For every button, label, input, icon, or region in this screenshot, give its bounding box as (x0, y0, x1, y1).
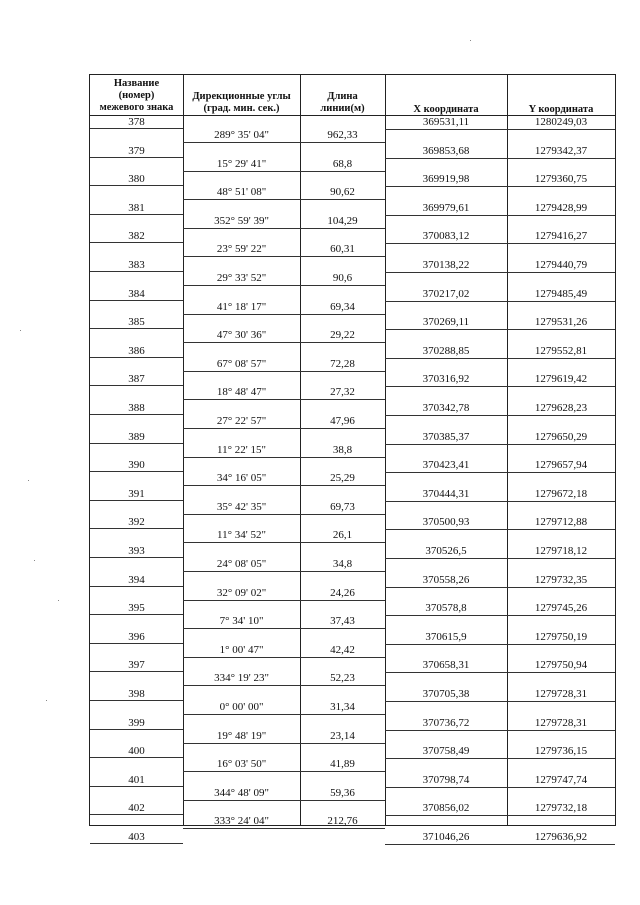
row-rule (90, 471, 183, 472)
segment-angle: 29° 33' 52" (216, 272, 267, 284)
segment-angle: 16° 03' 50" (216, 758, 267, 771)
point-y: 1279531,26 (534, 316, 588, 329)
header-angle-line: (град. мин. сек.) (203, 103, 280, 114)
row-rule (385, 272, 615, 273)
scan-speck (46, 700, 47, 701)
segment-length: 47,96 (330, 415, 355, 427)
segment-angle: 333° 24' 04" (214, 815, 269, 828)
row-rule (183, 828, 385, 829)
segment-angle: 0° 00' 00" (219, 701, 264, 713)
row-rule (183, 199, 385, 200)
row-rule (90, 843, 183, 844)
row-rule (385, 186, 615, 187)
point-x: 370342,78 (422, 402, 470, 414)
segment-angle: 34° 16' 05" (216, 472, 267, 485)
coordinates-table (89, 74, 616, 843)
segment-angle: 1° 00' 47" (219, 643, 264, 656)
point-name: 397 (128, 659, 145, 672)
point-y: 1279745,26 (534, 602, 588, 615)
row-rule (385, 158, 615, 159)
segment-length: 212,76 (327, 815, 358, 828)
segment-length: 31,34 (330, 701, 355, 713)
point-name: 380 (128, 173, 145, 186)
header-x: X координата (413, 104, 479, 115)
row-rule (183, 657, 385, 658)
segment-angle: 18° 48' 47" (216, 386, 267, 399)
point-x: 370558,26 (422, 573, 470, 586)
point-y: 1279619,42 (534, 373, 588, 386)
row-rule (183, 457, 385, 458)
row-rule (90, 500, 183, 501)
point-x: 370578,8 (425, 602, 467, 615)
row-rule (385, 301, 615, 302)
point-x: 370444,31 (422, 487, 470, 500)
row-rule (183, 256, 385, 257)
row-rule (385, 758, 615, 759)
row-rule (385, 815, 615, 816)
scan-speck (58, 600, 59, 601)
column-divider (385, 75, 386, 825)
point-x: 370500,93 (422, 516, 470, 529)
row-rule (90, 128, 183, 129)
point-y: 1279657,94 (534, 459, 588, 472)
row-rule (183, 800, 385, 801)
segment-angle: 32° 09' 02" (216, 586, 267, 599)
point-name: 401 (128, 773, 145, 786)
segment-length: 69,73 (330, 500, 355, 513)
row-rule (183, 342, 385, 343)
point-name: 378 (128, 116, 145, 128)
row-rule (90, 528, 183, 529)
row-rule (183, 685, 385, 686)
scan-speck (20, 330, 21, 331)
row-rule (90, 643, 183, 644)
row-rule (183, 485, 385, 486)
segment-length: 72,28 (330, 357, 355, 370)
point-name: 384 (128, 287, 145, 300)
header-length (300, 91, 385, 115)
row-rule (183, 285, 385, 286)
segment-length: 27,32 (330, 386, 355, 399)
header-length-line: линии(м) (320, 103, 365, 114)
point-y: 1279636,92 (534, 831, 588, 843)
row-rule (90, 786, 183, 787)
segment-length: 68,8 (332, 157, 353, 170)
point-y: 1279628,23 (534, 402, 588, 414)
segment-length: 41,89 (330, 758, 355, 771)
row-rule (385, 615, 615, 616)
row-rule (385, 215, 615, 216)
row-rule (90, 157, 183, 158)
segment-length: 38,8 (332, 443, 353, 456)
row-rule (385, 243, 615, 244)
row-rule (385, 672, 615, 673)
row-rule (385, 701, 615, 702)
segment-angle: 41° 18' 17" (216, 300, 267, 313)
point-x: 370269,11 (422, 316, 470, 329)
point-x: 369979,61 (422, 201, 470, 214)
row-rule (183, 771, 385, 772)
row-rule (183, 514, 385, 515)
row-rule (90, 271, 183, 272)
row-rule (385, 787, 615, 788)
point-y: 1279732,18 (534, 802, 588, 815)
segment-length: 24,26 (330, 586, 355, 599)
segment-angle: 35° 42' 35" (216, 500, 267, 513)
row-rule (183, 371, 385, 372)
point-x: 371046,26 (422, 831, 470, 843)
point-name: 389 (128, 430, 145, 443)
header-length-line: Длина (327, 91, 358, 102)
row-rule (385, 358, 615, 359)
segment-angle: 19° 48' 19" (216, 729, 267, 742)
point-x: 370705,38 (422, 688, 470, 700)
row-rule (385, 329, 615, 330)
point-y: 1279552,81 (534, 344, 588, 357)
point-name: 399 (128, 716, 145, 729)
point-name: 400 (128, 745, 145, 758)
row-rule (385, 129, 615, 130)
row-rule (183, 743, 385, 744)
point-name: 383 (128, 259, 145, 271)
segment-angle: 289° 35' 04" (214, 129, 269, 141)
point-name: 385 (128, 316, 145, 329)
point-y: 1279440,79 (534, 259, 588, 271)
row-rule (385, 501, 615, 502)
row-rule (90, 385, 183, 386)
point-x: 370658,31 (422, 659, 470, 672)
row-rule (183, 542, 385, 543)
row-rule (90, 300, 183, 301)
segment-angle: 48° 51' 08" (216, 186, 267, 199)
row-rule (183, 314, 385, 315)
row-rule (90, 557, 183, 558)
point-name: 388 (128, 402, 145, 414)
point-y: 1279360,75 (534, 173, 588, 186)
point-x: 370736,72 (422, 716, 470, 729)
segment-length: 90,62 (330, 186, 355, 199)
row-rule (183, 628, 385, 629)
row-rule (385, 844, 615, 845)
point-y: 1279736,15 (534, 745, 588, 758)
scan-speck (470, 40, 471, 41)
point-name: 403 (128, 831, 145, 843)
point-x: 370856,02 (422, 802, 470, 815)
segment-length: 42,42 (330, 643, 355, 656)
point-name: 396 (128, 630, 145, 643)
row-rule (90, 357, 183, 358)
segment-length: 104,29 (327, 214, 358, 227)
row-rule (90, 214, 183, 215)
point-x: 370385,37 (422, 430, 470, 443)
point-y: 1279428,99 (534, 201, 588, 214)
segment-length: 52,23 (330, 672, 355, 685)
point-name: 395 (128, 602, 145, 615)
row-rule (385, 472, 615, 473)
row-rule (90, 328, 183, 329)
point-name: 386 (128, 344, 145, 357)
segment-angle: 23° 59' 22" (216, 243, 267, 256)
header-y: Y координата (528, 104, 594, 115)
point-name: 393 (128, 545, 145, 557)
point-name: 382 (128, 230, 145, 243)
segment-angle: 11° 22' 15" (217, 443, 266, 456)
segment-length: 60,31 (330, 243, 355, 256)
segment-angle: 27° 22' 57" (216, 415, 267, 427)
row-rule (90, 700, 183, 701)
row-rule (385, 587, 615, 588)
segment-angle: 11° 34' 52" (217, 529, 266, 542)
point-name: 387 (128, 373, 145, 386)
row-rule (385, 558, 615, 559)
segment-length: 29,22 (330, 329, 355, 342)
point-x: 369853,68 (422, 144, 470, 157)
point-y: 1279732,35 (534, 573, 588, 586)
point-name: 394 (128, 573, 145, 586)
point-x: 370083,12 (422, 230, 470, 243)
row-rule (385, 415, 615, 416)
row-rule (183, 399, 385, 400)
point-name: 391 (128, 487, 145, 500)
segment-angle: 344° 48' 09" (214, 786, 269, 799)
point-x: 370288,85 (422, 344, 470, 357)
point-y: 1279342,37 (534, 144, 588, 157)
row-rule (90, 443, 183, 444)
point-y: 1279416,27 (534, 230, 588, 243)
row-rule (90, 414, 183, 415)
segment-angle: 7° 34' 10" (219, 615, 264, 628)
point-x: 369531,11 (422, 116, 470, 128)
row-rule (183, 714, 385, 715)
header-name-line: (номер) (118, 90, 155, 101)
row-rule (90, 242, 183, 243)
row-rule (385, 529, 615, 530)
point-y: 1279650,29 (534, 430, 588, 443)
row-rule (385, 730, 615, 731)
scan-speck (28, 480, 29, 481)
point-y: 1279485,49 (534, 287, 588, 300)
row-rule (183, 600, 385, 601)
segment-length: 34,8 (332, 558, 353, 570)
segment-length: 25,29 (330, 472, 355, 485)
segment-length: 69,34 (330, 300, 355, 313)
row-rule (183, 571, 385, 572)
point-y: 1279750,19 (534, 630, 588, 643)
row-rule (385, 444, 615, 445)
column-divider (507, 75, 508, 825)
point-x: 370798,74 (422, 773, 470, 786)
point-name: 381 (128, 201, 145, 214)
segment-angle: 67° 08' 57" (216, 357, 267, 370)
segment-angle: 24° 08' 05" (216, 558, 267, 570)
point-x: 370138,22 (422, 259, 470, 271)
point-y: 1279712,88 (534, 516, 588, 529)
point-name: 379 (128, 144, 145, 157)
scan-speck (34, 560, 35, 561)
row-rule (385, 644, 615, 645)
point-y: 1279728,31 (534, 688, 588, 700)
point-name: 392 (128, 516, 145, 529)
row-rule (90, 757, 183, 758)
segment-length: 37,43 (330, 615, 355, 628)
row-rule (90, 614, 183, 615)
point-y: 1279672,18 (534, 487, 588, 500)
segment-angle: 334° 19' 23" (214, 672, 269, 685)
row-rule (90, 814, 183, 815)
segment-length: 962,33 (327, 129, 358, 141)
point-x: 370615,9 (425, 630, 467, 643)
point-y: 1279728,31 (534, 716, 588, 729)
header-name-line: межевого знака (99, 102, 174, 113)
point-x: 370217,02 (422, 287, 470, 300)
header-name-line: Название (113, 78, 160, 89)
point-y: 1279718,12 (534, 545, 588, 557)
row-rule (183, 171, 385, 172)
segment-angle: 15° 29' 41" (216, 157, 267, 170)
point-x: 370316,92 (422, 373, 470, 386)
point-y: 1280249,03 (534, 116, 588, 128)
header-name (90, 78, 183, 114)
segment-angle: 352° 59' 39" (214, 214, 269, 227)
segment-length: 59,36 (330, 786, 355, 799)
point-name: 402 (128, 802, 145, 815)
point-y: 1279750,94 (534, 659, 588, 672)
point-name: 398 (128, 688, 145, 700)
point-name: 390 (128, 459, 145, 472)
segment-length: 26,1 (332, 529, 353, 542)
point-x: 369919,98 (422, 173, 470, 186)
point-x: 370423,41 (422, 459, 470, 472)
row-rule (183, 142, 385, 143)
row-rule (90, 586, 183, 587)
row-rule (183, 428, 385, 429)
row-rule (90, 729, 183, 730)
header-angle-line: Дирекционные углы (192, 91, 291, 102)
row-rule (90, 671, 183, 672)
point-x: 370526,5 (425, 545, 467, 557)
header-angle (183, 91, 300, 115)
row-rule (183, 228, 385, 229)
point-y: 1279747,74 (534, 773, 588, 786)
segment-length: 23,14 (330, 729, 355, 742)
row-rule (90, 185, 183, 186)
point-x: 370758,49 (422, 745, 470, 758)
segment-length: 90,6 (332, 272, 353, 284)
row-rule (385, 386, 615, 387)
segment-angle: 47° 30' 36" (216, 329, 267, 342)
